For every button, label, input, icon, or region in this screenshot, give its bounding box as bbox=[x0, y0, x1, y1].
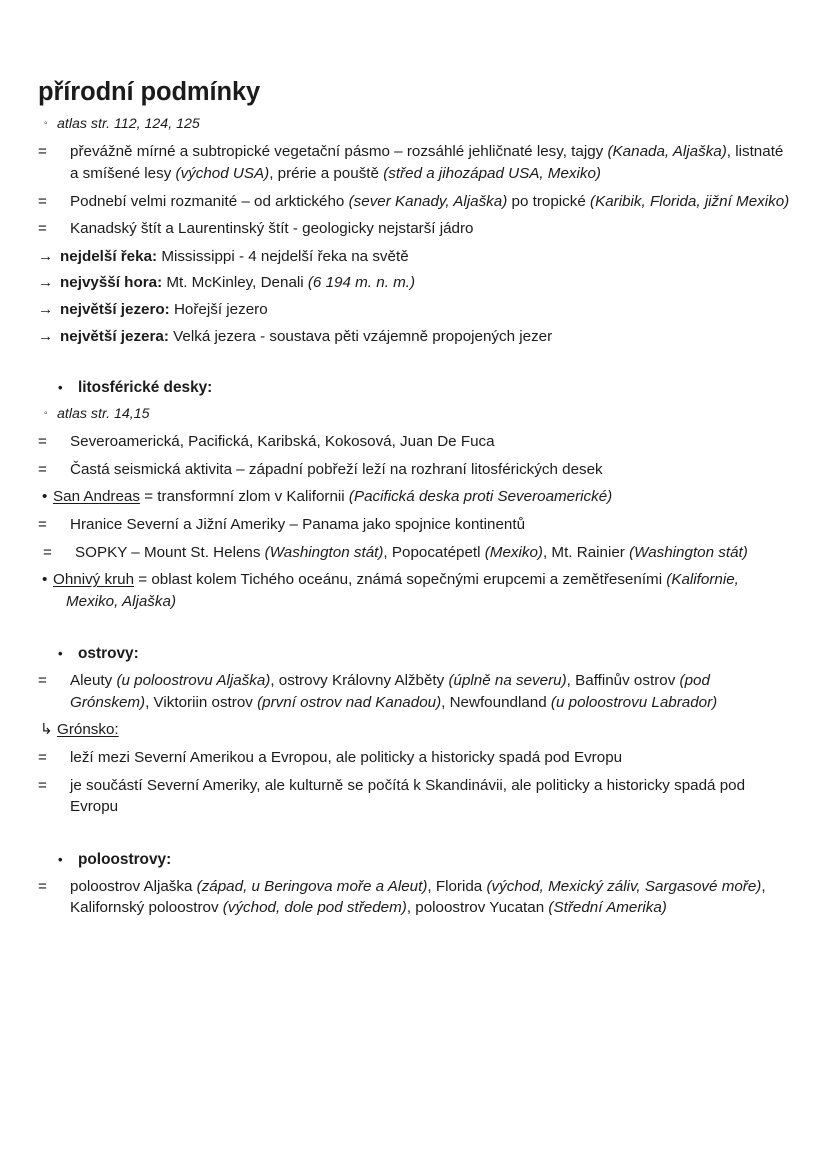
line-lead-label: největší jezera: bbox=[60, 327, 169, 345]
equals-marker-icon: = bbox=[38, 877, 47, 895]
line-text bbox=[53, 670, 793, 713]
line-text bbox=[58, 542, 793, 564]
section-heading bbox=[38, 645, 793, 663]
italic-annotation: (západ, u Beringova moře a Aleut) bbox=[196, 877, 428, 895]
superlative-line bbox=[38, 246, 793, 268]
text-segment: SOPKY – Mount St. Helens bbox=[75, 543, 265, 561]
equals-marker-icon: = bbox=[38, 460, 47, 478]
section-spacer bbox=[38, 824, 793, 851]
italic-annotation: (úplně na severu) bbox=[448, 672, 567, 690]
section-line bbox=[38, 876, 793, 919]
text-segment: Podnebí velmi rozmanité – od arktického bbox=[70, 192, 349, 210]
line-text bbox=[60, 272, 793, 294]
text-segment: je součástí Severní Ameriky, ale kulturně se počítá k Skandinávii, ale politicky a historicky spadá pod Evropu bbox=[70, 776, 746, 816]
dot-marker-icon: • bbox=[42, 571, 48, 589]
line-text bbox=[53, 775, 793, 818]
line-text bbox=[53, 486, 793, 508]
hook-arrow-marker-icon: ↳ bbox=[40, 721, 53, 739]
equals-marker-icon: = bbox=[38, 143, 47, 161]
arrow-marker-icon: → bbox=[38, 247, 54, 265]
underlined-term: Ohnivý kruh bbox=[53, 571, 135, 589]
line-text bbox=[53, 141, 793, 184]
text-segment: , Newfoundland bbox=[441, 693, 551, 711]
section-spacer bbox=[38, 618, 793, 645]
line-text bbox=[53, 459, 793, 481]
text-segment: , prérie a pouště bbox=[269, 165, 384, 183]
italic-annotation: (Karibik, Florida, jižní Mexiko) bbox=[590, 192, 790, 210]
section-line bbox=[38, 486, 793, 508]
section-spacer bbox=[38, 352, 793, 379]
underlined-term: Grónsko: bbox=[57, 721, 119, 739]
section-heading bbox=[38, 851, 793, 869]
text-segment: Aleuty bbox=[70, 672, 117, 690]
superlative-line bbox=[38, 272, 793, 294]
italic-annotation: (Pacifická deska proti Severoamerické) bbox=[348, 488, 613, 506]
italic-annotation: (u poloostrovu Labrador) bbox=[550, 693, 718, 711]
section-heading-label: poloostrovy: bbox=[78, 850, 172, 868]
italic-annotation: (Střední Amerika) bbox=[548, 899, 667, 917]
text-segment: převážně mírné a subtropické vegetační pásmo – rozsáhlé jehličnaté lesy, tajgy bbox=[70, 143, 608, 161]
text-segment: , poloostrov Yucatan bbox=[406, 899, 549, 917]
line-text bbox=[53, 569, 793, 612]
line-text bbox=[60, 246, 793, 268]
text-segment: = transformní zlom v Kalifornii bbox=[139, 488, 349, 506]
text-segment: , Florida bbox=[427, 877, 487, 895]
arrow-marker-icon: → bbox=[38, 274, 54, 292]
superlative-line bbox=[38, 326, 793, 348]
italic-annotation: (6 194 m. n. m.) bbox=[307, 274, 416, 292]
text-segment: , listnaté a smíšené lesy bbox=[70, 143, 784, 183]
document-body bbox=[38, 78, 793, 925]
text-segment: Severoamerická, Pacifická, Karibská, Kokosová, Juan De Fuca bbox=[70, 433, 495, 451]
line-text bbox=[60, 299, 793, 321]
text-segment: Hranice Severní a Jižní Ameriky – Panama jako spojnice kontinentů bbox=[70, 515, 526, 533]
text-segment: Mississippi - 4 nejdelší řeka na světě bbox=[157, 247, 409, 265]
italic-annotation: (první ostrov nad Kanadou) bbox=[257, 693, 442, 711]
superlatives-container bbox=[38, 246, 793, 347]
text-segment: , Kalifornský poloostrov bbox=[70, 877, 766, 917]
italic-annotation: (u poloostrovu Aljaška) bbox=[116, 672, 271, 690]
dot-bullet-icon: • bbox=[58, 380, 63, 396]
italic-annotation: (Mexiko) bbox=[484, 543, 543, 561]
dot-marker-icon: • bbox=[42, 488, 48, 506]
section-heading-label: litosférické desky: bbox=[78, 379, 213, 397]
section-line bbox=[38, 670, 793, 713]
arrow-marker-icon: → bbox=[38, 327, 54, 345]
text-segment: Mt. McKinley, Denali bbox=[162, 274, 308, 292]
text-segment: Hořejší jezero bbox=[169, 300, 268, 318]
section-line bbox=[38, 514, 793, 536]
atlas-reference-line bbox=[38, 114, 793, 134]
text-segment: leží mezi Severní Amerikou a Evropou, ale politicky a historicky spadá pod Evropu bbox=[70, 749, 623, 767]
circle-bullet-icon: ◦ bbox=[44, 118, 48, 130]
section-line bbox=[38, 775, 793, 818]
italic-annotation: (pod Grónskem) bbox=[70, 672, 710, 711]
text-segment: Velká jezera - soustava pěti vzájemně propojených jezer bbox=[168, 327, 553, 345]
underlined-term: San Andreas bbox=[53, 488, 140, 506]
text-segment: = oblast kolem Tichého oceánu, známá sopečnými erupcemi a zemětřeseními bbox=[134, 571, 667, 589]
text-segment: , Popocatépetl bbox=[383, 543, 485, 561]
line-text bbox=[60, 326, 793, 348]
line-lead-label: největší jezero: bbox=[60, 300, 170, 318]
section-line bbox=[38, 569, 793, 612]
text-segment: , Viktoriin ostrov bbox=[145, 693, 258, 711]
section-line bbox=[38, 542, 793, 564]
line-lead-label: nejvyšší hora: bbox=[60, 274, 163, 292]
atlas-reference-text: atlas str. 112, 124, 125 bbox=[57, 116, 200, 133]
line-lead-label: nejdelší řeka: bbox=[60, 247, 158, 265]
text-segment: poloostrov Aljaška bbox=[70, 877, 197, 895]
italic-annotation: (východ, dole pod středem) bbox=[222, 899, 407, 917]
text-segment: , Baffinův ostrov bbox=[566, 672, 680, 690]
italic-annotation: (východ USA) bbox=[175, 165, 270, 183]
section-line bbox=[38, 459, 793, 481]
equals-marker-icon: = bbox=[38, 749, 47, 767]
equals-marker-icon: = bbox=[38, 192, 47, 210]
text-segment: , Mt. Rainier bbox=[542, 543, 630, 561]
text-segment: po tropické bbox=[507, 192, 591, 210]
sections-container bbox=[38, 352, 793, 919]
intro-line bbox=[38, 141, 793, 184]
section-line bbox=[38, 431, 793, 453]
intro-line bbox=[38, 218, 793, 240]
equals-marker-icon: = bbox=[38, 433, 47, 451]
equals-marker-icon: = bbox=[38, 515, 47, 533]
section-line bbox=[38, 747, 793, 769]
page-title: přírodní podmínky bbox=[38, 78, 261, 106]
italic-annotation: (Washington stát) bbox=[264, 543, 384, 561]
text-segment: Častá seismická aktivita – západní pobřeží leží na rozhraní litosférických desek bbox=[70, 460, 603, 478]
equals-marker-icon: = bbox=[38, 220, 47, 238]
atlas-reference-text: atlas str. 14,15 bbox=[57, 406, 150, 423]
italic-annotation: (Washington stát) bbox=[629, 543, 748, 561]
text-segment: , ostrovy Královny Alžběty bbox=[270, 672, 449, 690]
intro-line bbox=[38, 191, 793, 213]
atlas-reference-line bbox=[38, 404, 793, 424]
line-text bbox=[53, 876, 793, 919]
superlative-line bbox=[38, 299, 793, 321]
line-text bbox=[53, 191, 793, 213]
section-line bbox=[38, 719, 793, 741]
dot-bullet-icon: • bbox=[58, 646, 63, 662]
italic-annotation: (Kalifornie, Mexiko, Aljaška) bbox=[66, 571, 739, 610]
line-text bbox=[53, 218, 793, 240]
equals-marker-icon: = bbox=[38, 672, 47, 690]
italic-annotation: (Kanada, Aljaška) bbox=[607, 143, 727, 161]
italic-annotation: (sever Kanady, Aljaška) bbox=[348, 192, 508, 210]
line-text bbox=[53, 747, 793, 769]
italic-annotation: (střed a jihozápad USA, Mexiko) bbox=[383, 165, 601, 183]
line-text bbox=[57, 719, 793, 741]
arrow-marker-icon: → bbox=[38, 300, 54, 318]
line-text bbox=[53, 431, 793, 453]
text-segment: Kanadský štít a Laurentinský štít - geologicky nejstarší jádro bbox=[70, 220, 474, 238]
intro-lines-container bbox=[38, 141, 793, 239]
equals-marker-icon: = bbox=[43, 543, 52, 561]
section-heading bbox=[38, 379, 793, 397]
circle-bullet-icon: ◦ bbox=[44, 408, 48, 420]
equals-marker-icon: = bbox=[38, 776, 47, 794]
italic-annotation: (východ, Mexický záliv, Sargasové moře) bbox=[486, 877, 762, 895]
line-text bbox=[53, 514, 793, 536]
section-heading-label: ostrovy: bbox=[78, 645, 139, 663]
dot-bullet-icon: • bbox=[58, 851, 63, 867]
